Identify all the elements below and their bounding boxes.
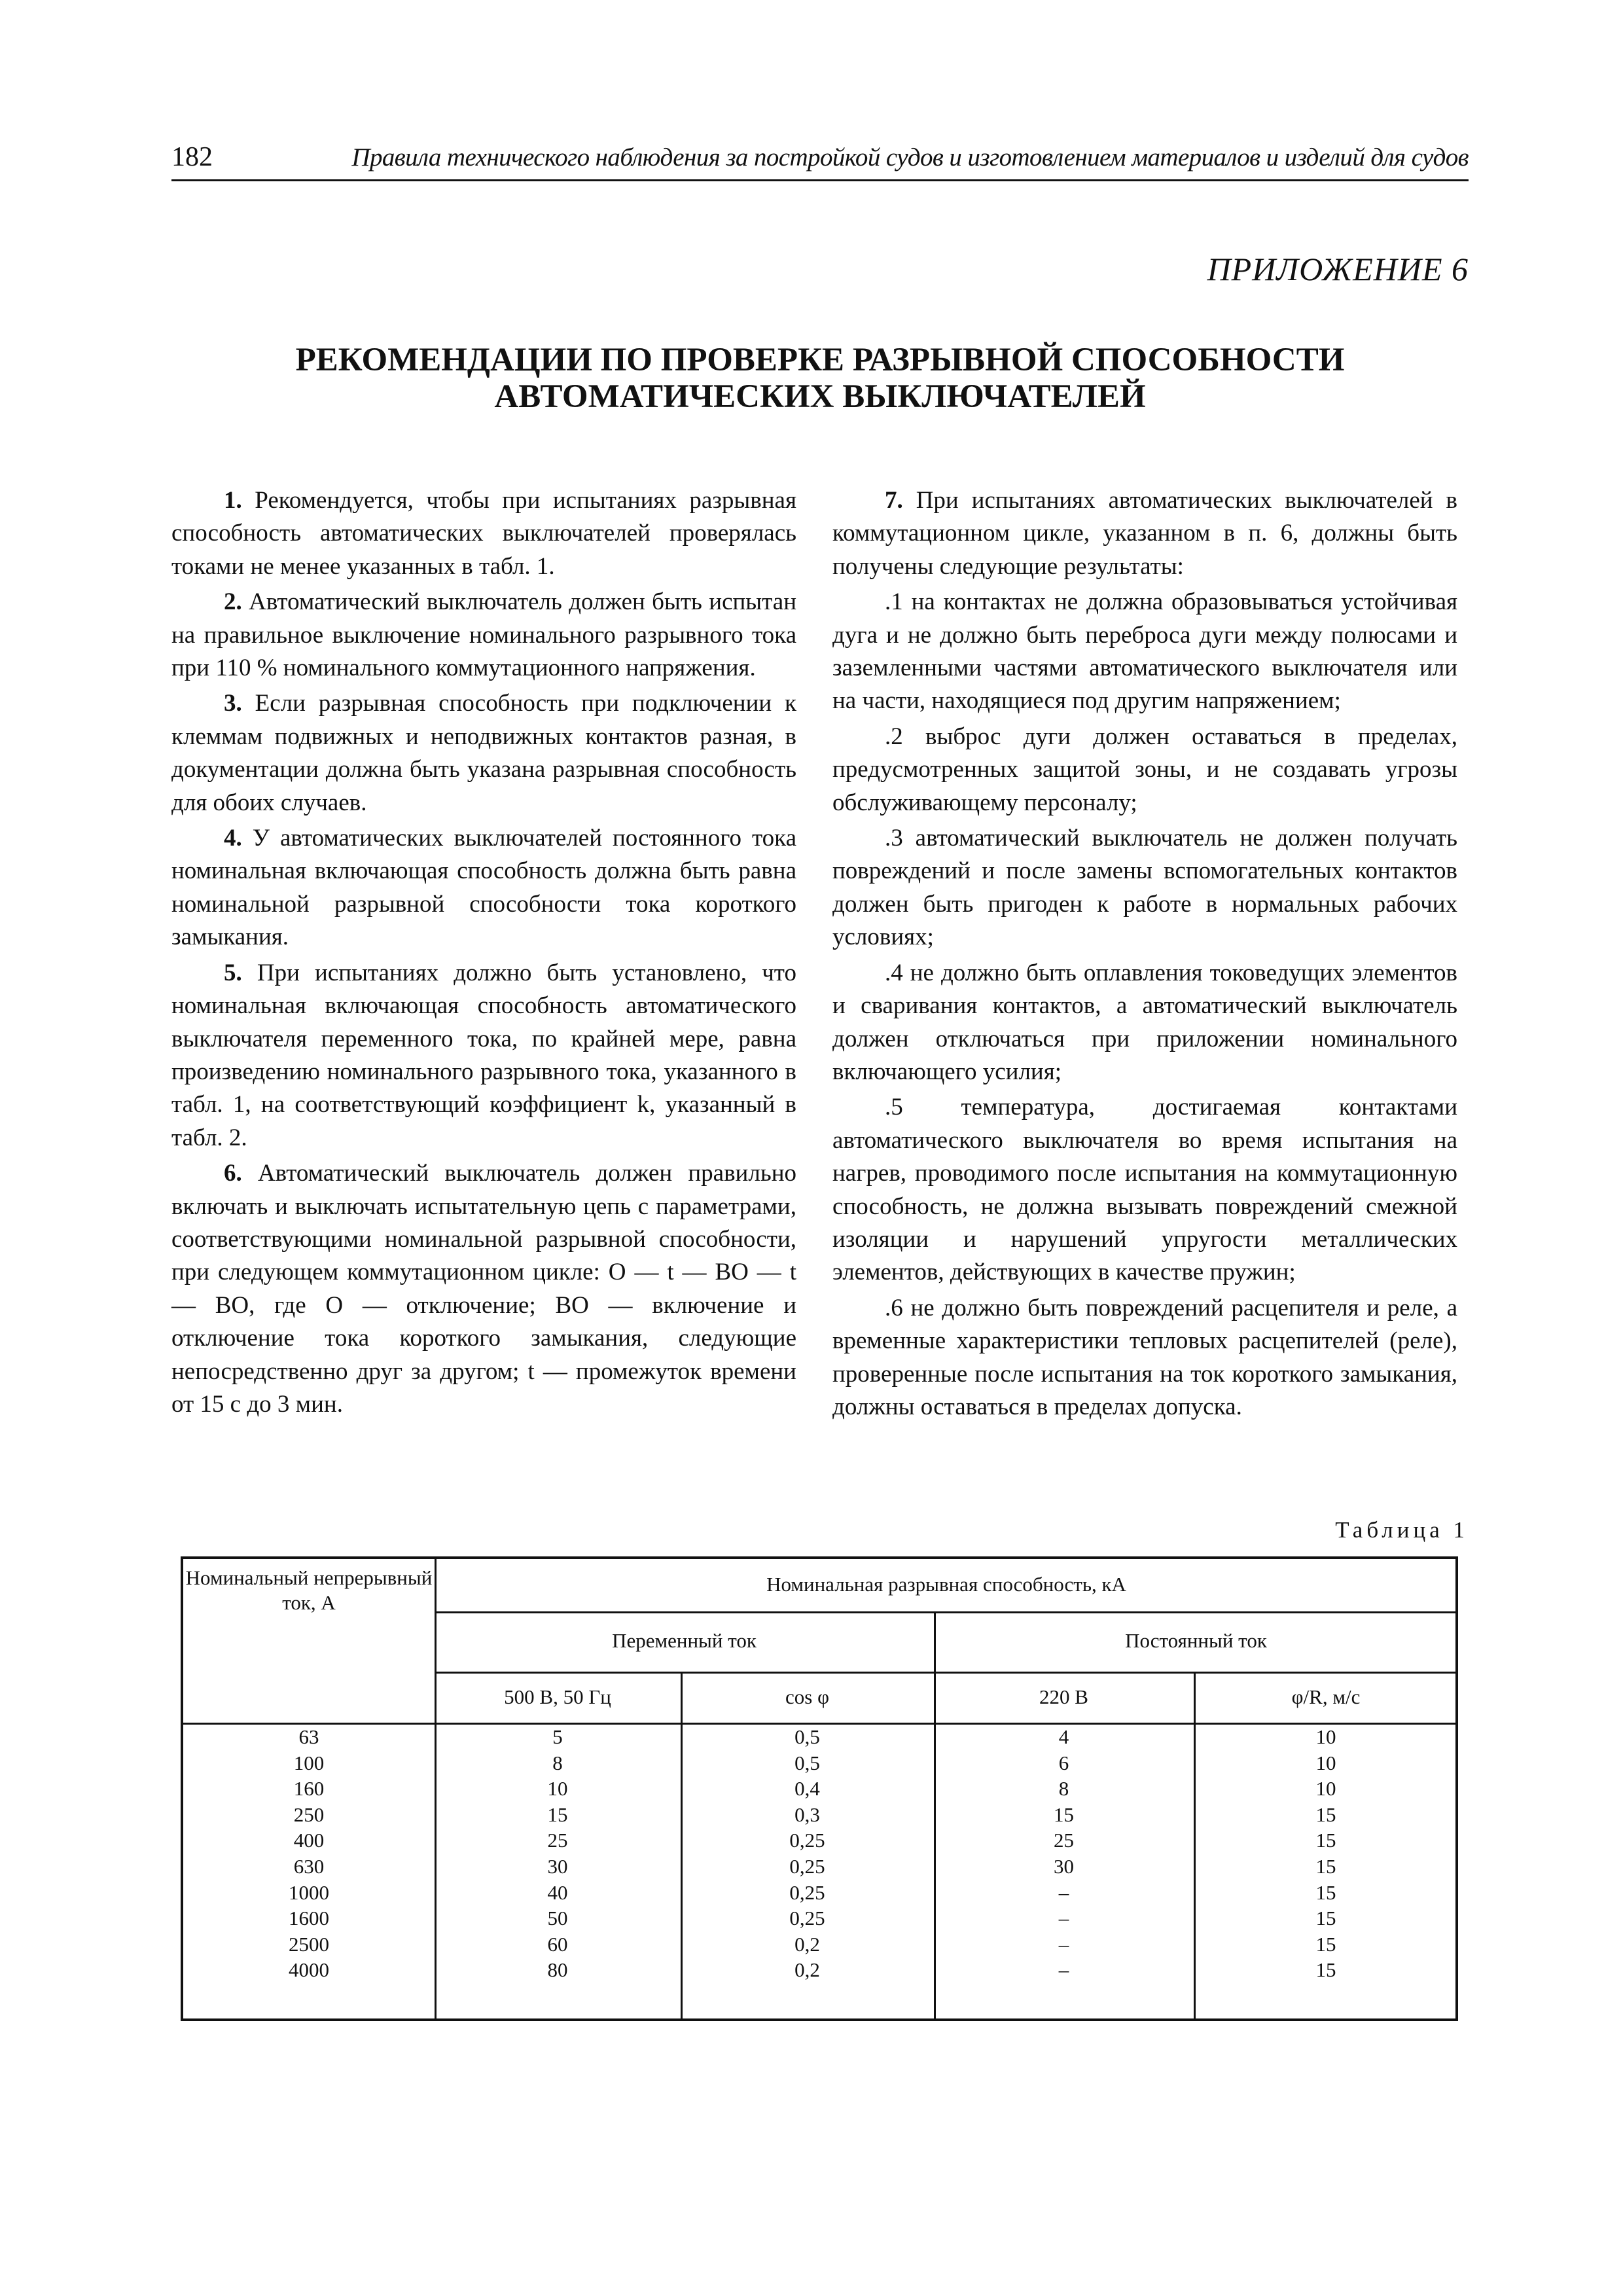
table-divider: [435, 1672, 1455, 1674]
table-cell: 5: [552, 1725, 563, 1748]
table-cell: 15: [1315, 1829, 1336, 1852]
table-cell: 15: [1315, 1932, 1336, 1956]
table-cell: 4000: [289, 1958, 329, 1982]
paragraph: 2. Автоматический выключатель должен быть испытан на правильное выключение номинального разрывного тока при 110 % номинального коммутационного напряжения.: [171, 588, 797, 682]
table-cell: 63: [298, 1725, 319, 1748]
table-cell: –: [1058, 1907, 1069, 1930]
header-ac-voltage: 500 В, 50 Гц: [504, 1685, 611, 1708]
table-cell: 0,25: [789, 1829, 825, 1852]
table-cell: 0,5: [794, 1725, 820, 1748]
table-cell: 15: [1315, 1958, 1336, 1982]
paragraph: 3. Если разрывная способность при подключении к клеммам подвижных и неподвижных контактов разная, в документации должна быть указана разрывная способность для обоих случаев.: [171, 690, 796, 816]
table-cell: 0,5: [794, 1751, 820, 1774]
table-cell: 30: [547, 1854, 568, 1878]
table-cell: 0,3: [794, 1803, 820, 1826]
header-cos-phi: cos φ: [785, 1685, 829, 1708]
table-cell: 25: [547, 1829, 568, 1852]
table-cell: 25: [1054, 1829, 1074, 1852]
table-cell: 30: [1054, 1854, 1074, 1878]
table-cell: 6: [1058, 1751, 1069, 1774]
header-dc-voltage: 220 В: [1039, 1685, 1088, 1708]
table-cell: –: [1058, 1932, 1069, 1956]
header-phi-r: φ/R, м/с: [1291, 1685, 1361, 1708]
table-cell: 0,2: [794, 1932, 820, 1956]
table-cell: 1600: [289, 1907, 329, 1930]
table-cell: 10: [1315, 1777, 1336, 1801]
right-text-column: [832, 484, 1457, 1426]
table-cell: 10: [1315, 1725, 1336, 1748]
table-cell: 15: [1315, 1803, 1336, 1826]
table-cell: 400: [293, 1829, 325, 1852]
column-ac-capacity: [435, 1724, 681, 1983]
table-cell: 1000: [289, 1880, 329, 1904]
table-cell: 100: [293, 1751, 325, 1774]
paragraph: 5. При испытаниях должно быть установлено, что номинальная включающая способность автоматического выключателя переменного тока, по крайней мере, равна произведению номинального разрывного тока, указанного в табл. 1, на соответствующий коэффициент k, указанный в табл. 2.: [171, 959, 796, 1151]
table-divider: [435, 1611, 1455, 1613]
column-current: [183, 1724, 435, 1983]
table-cell: 8: [1058, 1777, 1069, 1801]
table-cell: 15: [1315, 1907, 1336, 1930]
table-cell: 0,2: [794, 1958, 820, 1982]
table-cell: 0,25: [789, 1880, 825, 1904]
column-phi-r: [1194, 1724, 1458, 1983]
title-line-2: АВТОМАТИЧЕСКИХ ВЫКЛЮЧАТЕЛЕЙ: [494, 378, 1146, 415]
breaking-capacity-table: [181, 1556, 1458, 2021]
table-cell: –: [1058, 1958, 1069, 1982]
column-dc-capacity: [934, 1724, 1194, 1983]
paragraph: .3 автоматический выключатель не должен получать повреждений и после замены вспомогательных контактов должен быть пригоден к работе в нормальных рабочих условиях;: [832, 825, 1457, 951]
left-text-column: [171, 484, 796, 1424]
paragraph: .1 на контактах не должна образовываться устойчивая дуга и не должно быть переброса дуги между полюсами и заземленными частями автоматического выключателя или на части, находящиеся под другим напряжением;: [832, 588, 1458, 715]
table-cell: 630: [293, 1854, 325, 1878]
paragraph: .5 температура, достигаемая контактами автоматического выключателя во время испытания на нагрев, проводимого после испытания на коммутационную способность, не должна вызывать повреждений смежной изоляции и нарушений упругости металлических элементов, действующих в качестве пружин;: [832, 1094, 1457, 1286]
table-cell: 60: [547, 1932, 568, 1956]
table-cell: 15: [547, 1803, 568, 1826]
paragraph: .2 выброс дуги должен оставаться в пределах, предусмотренных защитой зоны, и не создавать угрозы обслуживающему персоналу;: [832, 723, 1458, 816]
table-cell: 15: [1315, 1880, 1336, 1904]
paragraph: 1. Рекомендуется, чтобы при испытаниях разрывная способность автоматических выключателей проверялась токами не менее указанных в табл. 1.: [171, 487, 796, 580]
table-cell: 160: [293, 1777, 325, 1801]
table-cell: 0,4: [794, 1777, 820, 1801]
page-number: 182: [171, 142, 213, 172]
table-cell: 0,25: [789, 1854, 825, 1878]
table-cell: 10: [1315, 1751, 1336, 1774]
document-title: [171, 342, 1469, 415]
table-cell: –: [1058, 1880, 1069, 1904]
running-header-title: Правила технического наблюдения за постройкой судов и изготовлением материалов и изделий для судов: [351, 143, 1469, 171]
header-breaking-capacity: Номинальная разрывная способность, кА: [766, 1573, 1126, 1596]
table-cell: 15: [1315, 1854, 1336, 1878]
table-cell: 2500: [289, 1932, 329, 1956]
column-cos-phi: [681, 1724, 934, 1983]
table-cell: 8: [552, 1751, 563, 1774]
paragraph: 4. У автоматических выключателей постоянного тока номинальная включающая способность должна быть равна номинальной разрывной способности тока короткого замыкания.: [171, 825, 796, 951]
paragraph: 6. Автоматический выключатель должен правильно включать и выключать испытательную цепь с параметрами, соответствующими номинальной разрывной способности, при следующем коммутационном цикле: О — t — ВО — t — ВО, где О — отключение; ВО — включение и отключение тока короткого замыкания, следующие непосредственно друг за другом; t — промежуток времени от 15 с до 3 мин.: [171, 1160, 796, 1418]
title-line-1: РЕКОМЕНДАЦИИ ПО ПРОВЕРКЕ РАЗРЫВНОЙ СПОСОБНОСТИ: [295, 342, 1345, 378]
table-cell: 15: [1054, 1803, 1074, 1826]
table-cell: 40: [547, 1880, 568, 1904]
table-cell: 0,25: [789, 1907, 825, 1930]
table-cell: 250: [293, 1803, 325, 1826]
table-cell: 10: [547, 1777, 568, 1801]
header-rated-current: Номинальный непрерывный ток, А: [185, 1566, 433, 1614]
appendix-label: ПРИЛОЖЕНИЕ 6: [1207, 251, 1469, 287]
header-ac: Переменный ток: [612, 1629, 757, 1652]
running-header: [171, 137, 1469, 181]
table-caption: Таблица 1: [1335, 1517, 1469, 1543]
table-cell: 80: [547, 1958, 568, 1982]
table-cell: 4: [1058, 1725, 1069, 1748]
paragraph: .4 не должно быть оплавления токоведущих элементов и сваривания контактов, а автоматический выключатель должен отключаться при приложении номинального включающего усилия;: [832, 959, 1458, 1085]
table-cell: 50: [547, 1907, 568, 1930]
header-dc: Постоянный ток: [1125, 1629, 1267, 1652]
paragraph: .6 не должно быть повреждений расцепителя и реле, а временные характеристики тепловых расцепителей (реле), проверенные после испытания на ток короткого замыкания, должны оставаться в пределах допуска.: [832, 1294, 1457, 1420]
paragraph: 7. При испытаниях автоматических выключателей в коммутационном цикле, указанном в п. 6, должны быть получены следующие результаты:: [832, 487, 1458, 580]
